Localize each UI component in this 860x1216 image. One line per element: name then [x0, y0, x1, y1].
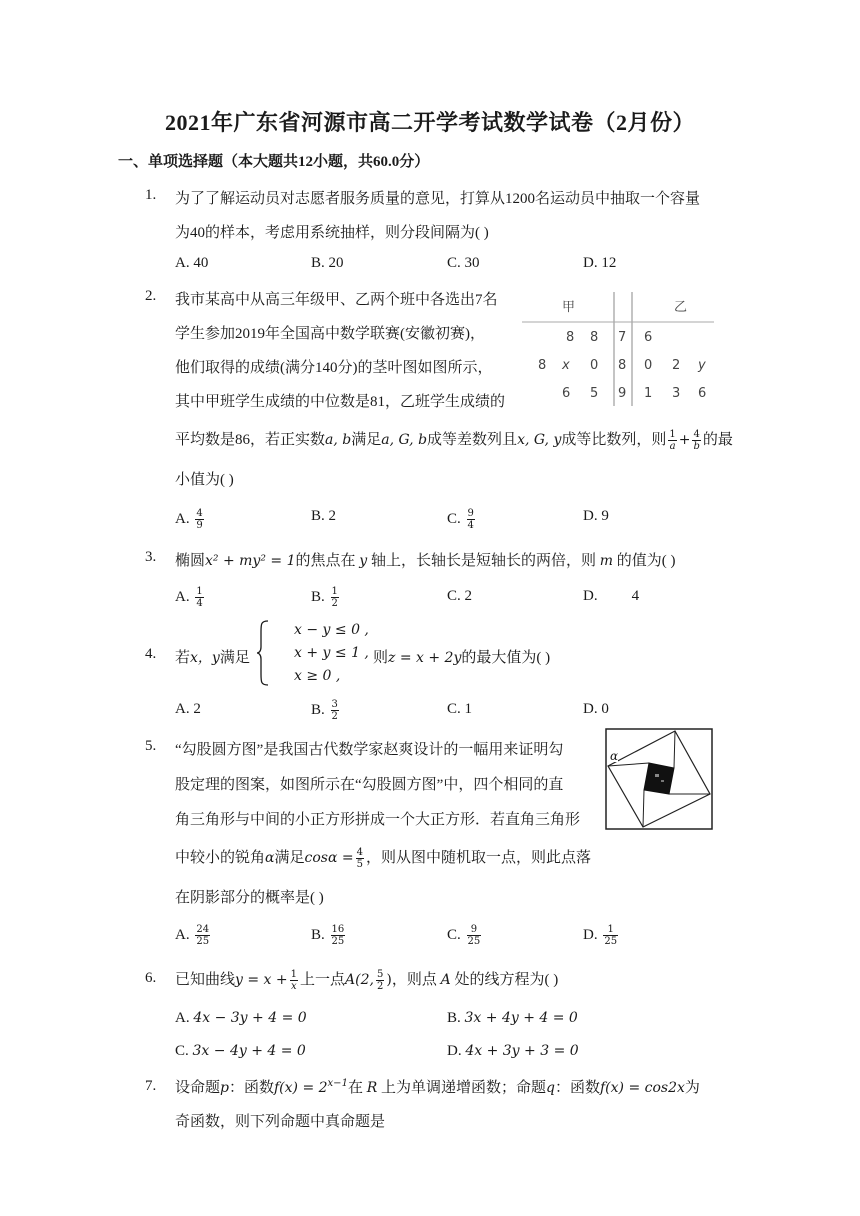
q2-line1: 我市某高中从高三年级甲、乙两个班中各选出7名 [175, 292, 498, 308]
denominator: 2 [331, 598, 338, 609]
math-var: q [546, 1080, 555, 1096]
leaf-left: 8 [538, 358, 547, 373]
fraction [603, 924, 618, 947]
q6-text: 处的线方程为( ) [454, 972, 559, 988]
numerator: 1 [290, 969, 298, 981]
q5-line4 [175, 846, 591, 870]
numerator: 9 [467, 508, 474, 519]
option-equation: 3x − 4y + 4 = 0 [192, 1043, 306, 1059]
denominator: a [669, 441, 676, 453]
option-label: D. [583, 926, 598, 943]
question-number: 3. [145, 549, 157, 565]
denominator: 25 [604, 936, 618, 947]
option-equation: 4x − 3y + 4 = 0 [193, 1010, 307, 1026]
q2-text: 成等比数列，则 [561, 432, 667, 448]
fraction [331, 586, 339, 609]
numerator: 1 [603, 924, 618, 936]
q5-text: ，则从图中随机取一点，则此点落 [365, 850, 591, 866]
numerator: 24 [196, 924, 210, 935]
math-expr: a, b [325, 432, 352, 448]
q6-text: ，则点 [391, 972, 437, 988]
denominator: 9 [196, 520, 203, 531]
stem-header-right: 乙 [674, 300, 688, 315]
leaf-right: y [698, 358, 706, 373]
math-var: p [220, 1080, 229, 1096]
q6-option-b [447, 1010, 578, 1027]
q4-option-b [311, 699, 341, 722]
brace-icon [256, 620, 270, 686]
leaf-right: 3 [672, 386, 681, 401]
option-label: A. [175, 926, 190, 943]
q2-text: 的最 [702, 432, 733, 448]
q7-text: 上为单调递增函数；命题 [381, 1080, 547, 1096]
option-label: B. [447, 1010, 461, 1026]
math-expr: a, G, b [381, 432, 428, 448]
q5-text: 中较小的锐角 [175, 850, 266, 866]
q7-line1 [175, 1076, 700, 1097]
q5-text: 满足 [274, 850, 305, 866]
q1-line1: 为了了解运动员对志愿者服务质量的意见，打算从1200名运动员中抽取一个容量 [175, 191, 701, 207]
option-label: A. [175, 510, 190, 527]
numerator: 4 [196, 508, 203, 519]
question-number: 6. [145, 970, 157, 986]
math-expr: A(2, [345, 972, 374, 988]
math-exponent: x−1 [327, 1078, 348, 1089]
stem-value: 8 [618, 358, 627, 373]
q3-option-d [583, 588, 639, 605]
math-var: α [265, 850, 275, 866]
leaf-left: 7 [618, 330, 627, 345]
q4-tail [373, 646, 550, 667]
math-var: R [366, 1080, 378, 1096]
q5-option-d [583, 924, 620, 947]
fraction [356, 847, 364, 870]
question-number: 1. [145, 187, 157, 203]
question-number: 2. [145, 288, 157, 304]
q5-option-a [175, 924, 212, 947]
q2-option-c [447, 508, 477, 531]
fraction [467, 508, 475, 531]
q5-line2: 股定理的图案，如图所示在“勾股圆方图”中，四个相同的直 [175, 777, 564, 793]
math-expr: ) [386, 972, 392, 988]
q6-option-c [175, 1043, 306, 1060]
leaf-left: x [562, 358, 570, 373]
leaf-right: 0 [644, 358, 653, 373]
q2-line3: 他们取得的成绩(满分140分)的茎叶图如图所示， [175, 360, 493, 376]
q2-text: 成等差数列且 [427, 432, 518, 448]
q4-text: 的最大值为( ) [461, 650, 551, 666]
q2-line4: 其中甲班学生成绩的中位数是81，乙班学生成绩的 [175, 394, 506, 410]
q3-option-b [311, 586, 341, 609]
q2-text: 平均数是86，若正实数 [175, 432, 326, 448]
q7-text: 在 [347, 1080, 363, 1096]
q7-text: ：函数 [228, 1080, 274, 1096]
fraction [195, 924, 210, 947]
q2-line5: 平均数是86，若正实数a, b满足a, G, b成等差数列且x, G, y成等比数列，则 $\frac{1}{a}$ + $\frac{4}{b}$ 的最 [175, 429, 733, 453]
numerator: 5 [376, 969, 384, 981]
numerator: 4 [356, 847, 363, 859]
q1-option-d: D. 12 [583, 255, 617, 271]
q3-text: 椭圆 [175, 553, 206, 569]
fraction [195, 586, 203, 609]
q7-text: 为 [684, 1080, 700, 1096]
option-equation: 4x + 3y + 3 = 0 [465, 1043, 579, 1059]
q1-option-b: B. 20 [311, 255, 344, 271]
q5-line5: 在阴影部分的概率是( ) [175, 890, 324, 906]
fraction [195, 508, 203, 531]
option-label: D. [447, 1043, 462, 1059]
q6-text: 上一点 [300, 972, 346, 988]
math-expr: cosα = [304, 850, 354, 866]
fraction [668, 429, 676, 452]
option-label: A. [175, 588, 190, 605]
option-label: B. [311, 701, 325, 718]
math-expr: x² + my² = 1 [205, 553, 296, 569]
q3-option-c: C. 2 [447, 588, 473, 604]
math-vars: x，y [190, 650, 220, 666]
stem-leaf-values [522, 290, 714, 408]
option-label: B. [311, 926, 325, 943]
math-var: m [599, 553, 613, 569]
leaf-left: 6 [562, 386, 571, 401]
denominator: 4 [467, 520, 474, 531]
q2-line6: 小值为( ) [175, 472, 234, 488]
math-var: y [359, 553, 368, 569]
denominator: 25 [467, 936, 481, 947]
math-expr: f(x) = cos2x [600, 1080, 685, 1096]
q2-option-b: B. 2 [311, 508, 337, 524]
q7-text: 设命题 [175, 1080, 221, 1096]
math-expr: z = x + 2y [388, 650, 462, 666]
denominator: 4 [196, 598, 203, 609]
q4-constraint-1: x − y ≤ 0 , [294, 622, 369, 638]
fraction [376, 969, 384, 992]
fraction [467, 924, 482, 947]
q6-option-a [175, 1010, 307, 1027]
q1-option-a: A. 40 [175, 255, 209, 271]
q4-text: 满足 [219, 650, 250, 666]
numerator: 3 [331, 699, 338, 710]
q4-option-d: D. 0 [583, 701, 609, 717]
numerator: 9 [467, 924, 482, 936]
denominator: 2 [376, 981, 384, 993]
denominator: x [291, 981, 297, 993]
numerator: 1 [669, 429, 676, 441]
q7-line2: 奇函数，则下列命题中真命题是 [175, 1114, 386, 1130]
q2-option-a [175, 508, 206, 531]
option-label: C. [447, 926, 461, 943]
numerator: 1 [331, 586, 338, 597]
fraction [290, 969, 298, 992]
question-number: 5. [145, 738, 157, 754]
q3-option-a [175, 586, 206, 609]
leaf-right: 2 [672, 358, 681, 373]
option-label: A. [175, 1010, 190, 1026]
question-number: 7. [145, 1078, 157, 1094]
zhao-shuang-square-diagram [605, 728, 713, 830]
q4-constraint-2: x + y ≤ 1 , [294, 645, 369, 661]
leaf-right: 6 [644, 330, 653, 345]
stem-header-left: 甲 [562, 300, 576, 315]
denominator: 25 [331, 936, 345, 947]
q6-line [175, 968, 558, 992]
numerator: 1 [196, 586, 203, 597]
q6-option-d [447, 1043, 579, 1060]
fraction [331, 699, 339, 722]
option-label: D. [583, 588, 598, 604]
alpha-label: α [610, 749, 619, 763]
q3-text: 的焦点在 [295, 553, 356, 569]
option-value: 4 [631, 588, 640, 604]
denominator: 5 [356, 859, 363, 871]
denominator: 2 [331, 711, 338, 722]
q4-text: 则 [373, 650, 389, 666]
q2-line2: 学生参加2019年全国高中数学联赛(安徽初赛)， [175, 326, 485, 342]
math-expr: y = x + [235, 972, 288, 988]
q1-option-c: C. 30 [447, 255, 480, 271]
q5-line3: 角三角形与中间的小正方形拼成一个大正方形．若直角三角形 [175, 812, 581, 828]
option-equation: 3x + 4y + 4 = 0 [464, 1010, 578, 1026]
question-number: 4. [145, 646, 157, 662]
leaf-right: 1 [644, 386, 653, 401]
option-label: B. [311, 588, 325, 605]
q2-option-d: D. 9 [583, 508, 609, 524]
q4-constraint-3: x ≥ 0 , [294, 668, 341, 684]
numerator: 4 [693, 429, 700, 441]
leaf-right: 6 [698, 386, 707, 401]
q3-line [175, 549, 675, 570]
math-expr: f(x) = 2 [274, 1080, 328, 1096]
q4-option-c: C. 1 [447, 701, 473, 717]
fraction [331, 924, 346, 947]
q3-text: 轴上，长轴长是短轴长的两倍，则 [370, 553, 596, 569]
q5-option-b [311, 924, 347, 947]
q4-text: 若 [175, 650, 191, 666]
q6-text: 已知曲线 [175, 972, 236, 988]
denominator: 25 [196, 936, 210, 947]
math-var: A [440, 972, 451, 988]
denominator: b [693, 441, 700, 453]
leaf-left: 0 [590, 358, 599, 373]
option-label: C. [175, 1043, 189, 1059]
q2-text: 满足 [351, 432, 382, 448]
q4-option-a: A. 2 [175, 701, 201, 717]
option-label: C. [447, 510, 461, 527]
q5-option-c [447, 924, 483, 947]
fraction [692, 429, 700, 452]
math-expr: x, G, y [517, 432, 562, 448]
section-heading: 一、单项选择题（本大题共12小题，共60.0分） [118, 154, 430, 170]
numerator: 16 [331, 924, 345, 935]
q5-line1: “勾股圆方图”是我国古代数学家赵爽设计的一幅用来证明勾 [175, 742, 564, 758]
q1-line2: 为40的样本，考虑用系统抽样，则分段间隔为( ) [175, 225, 489, 241]
leaf-left: 8 [566, 330, 575, 345]
q7-text: ：函数 [554, 1080, 600, 1096]
leaf-left: 5 [590, 386, 599, 401]
q4-lead [175, 646, 250, 667]
stem-value: 9 [618, 386, 627, 401]
q3-text: 的值为( ) [616, 553, 676, 569]
leaf-left: 8 [590, 330, 599, 345]
page-title: 2021年广东省河源市高二开学考试数学试卷（2月份） [164, 110, 695, 135]
